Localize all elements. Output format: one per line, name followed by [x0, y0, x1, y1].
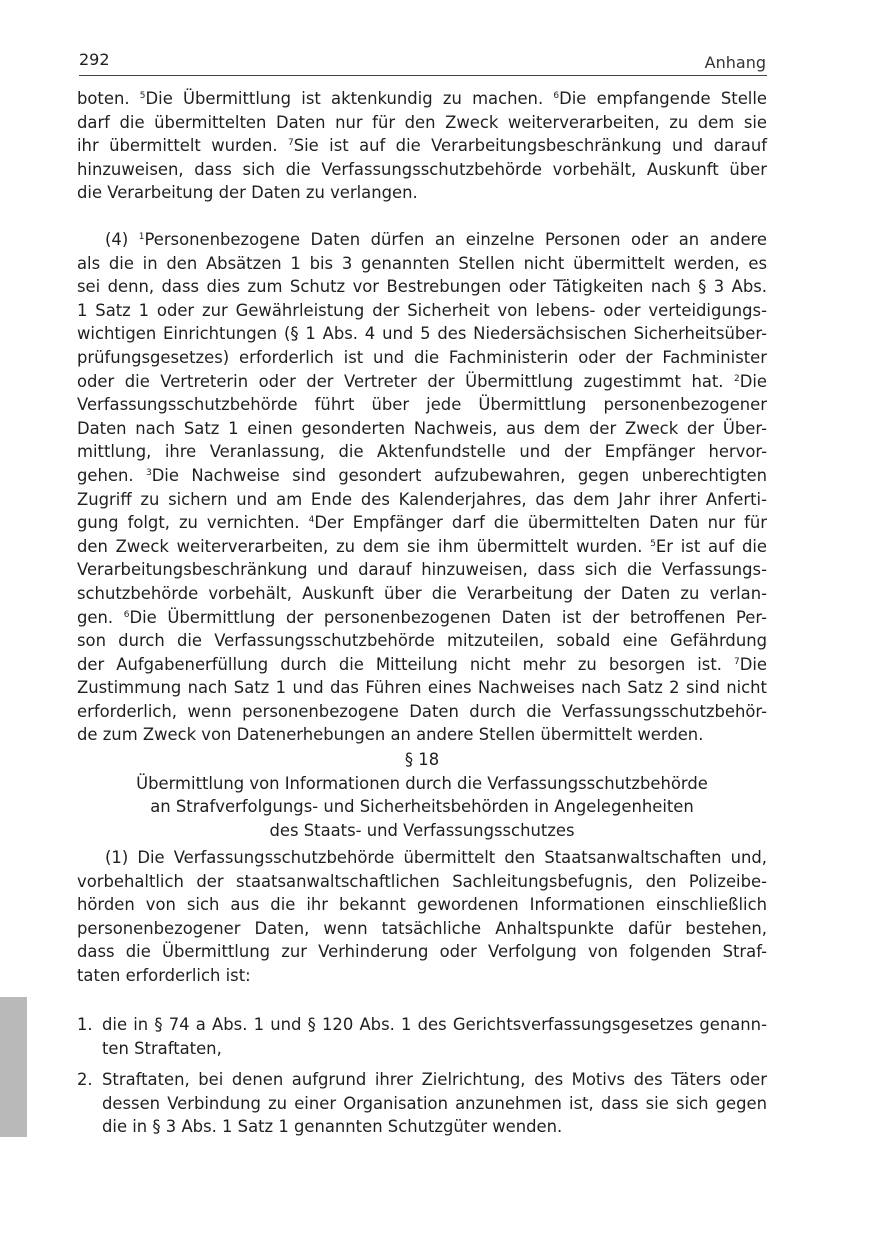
text-line [77, 158, 767, 182]
text-run: gen. [77, 607, 124, 627]
text-line [77, 700, 767, 724]
text-run: taten erforderlich ist: [77, 965, 251, 985]
text-line [77, 440, 767, 464]
text-line [77, 134, 767, 158]
text-line [77, 676, 767, 700]
sentence-number: 5 [139, 91, 146, 101]
text-run: (1) Die Verfassungsschutzbehörde übermittelt den Staatsanwaltschaften und, [105, 848, 767, 867]
text-line [77, 582, 767, 606]
text-line [77, 322, 767, 346]
text-run: (4) [105, 230, 139, 249]
text-run: hinzuweisen, dass sich die Verfassungsschutzbehörde vorbehält, Auskunft über [77, 159, 767, 179]
page-number: 292 [79, 50, 110, 69]
text-run: Zustimmung nach Satz 1 und das Führen eines Nachweises nach Satz 2 sind nicht [77, 678, 767, 698]
sentence-number: 1 [138, 232, 145, 242]
text-line [77, 535, 767, 559]
list-item-number: 1. [77, 1015, 93, 1034]
text-run: dass die Übermittlung zur Verhinderung oder Verfolgung von folgenden Straf- [77, 942, 767, 962]
text-run: sei denn, dass dies zum Schutz vor Bestrebungen oder Tätigkeiten nach § 3 Abs. [77, 277, 767, 297]
text-line [77, 393, 767, 417]
text-run: personenbezogener Daten, wenn tatsächliche Anhaltspunkte dafür bestehen, [77, 918, 767, 938]
text-line [77, 917, 767, 941]
section-18-heading [77, 748, 767, 842]
text-line [77, 181, 767, 205]
list-item-line: Straftaten, bei denen aufgrund ihrer Zielrichtung, des Motivs des Täters oder [102, 1070, 767, 1090]
text-line [77, 299, 767, 323]
text-line [77, 846, 767, 870]
paragraph-continuation [77, 87, 767, 205]
text-line [77, 511, 767, 535]
text-run: oder die Vertreterin oder der Vertreter der Übermittlung zugestimmt hat. [77, 371, 734, 391]
text-run: boten. [77, 89, 140, 108]
text-run: Sie ist auf die Verarbeitungsbeschränkung und darauf [293, 136, 767, 156]
text-run: de zum Zweck von Datenerhebungen an andere Stellen übermittelt werden. [77, 725, 704, 745]
text-run: Die [739, 654, 767, 674]
text-line [77, 723, 767, 747]
text-run: Die [739, 371, 767, 391]
text-line [77, 417, 767, 441]
section-title-line: des Staats- und Verfassungsschutzes [269, 820, 575, 840]
text-run: 1 Satz 1 oder zur Gewährleistung der Sicherheit von lebens- oder verteidigungs- [77, 300, 767, 320]
text-line [77, 893, 767, 917]
text-run: gung folgt, zu vernichten. [77, 513, 309, 533]
text-line [77, 964, 767, 988]
text-run: Die Nachweise sind gesondert aufzubewahren, gegen unberechtigten [151, 465, 767, 485]
running-header-section: Anhang [704, 53, 766, 72]
text-run: darf die übermittelten Daten nur für den Zweck weiterverarbeiten, zu dem sie [77, 112, 767, 132]
sentence-number: 3 [145, 467, 152, 478]
text-run: erforderlich, wenn personenbezogene Daten durch die Verfassungsschutzbehör- [77, 701, 767, 721]
paragraph-4 [77, 228, 767, 747]
text-run: Die Übermittlung der personenbezogenen Daten ist der betroffenen Per- [129, 607, 767, 627]
text-line [77, 558, 767, 582]
text-run: son durch die Verfassungsschutzbehörde mitzuteilen, sobald eine Gefährdung [77, 631, 767, 651]
text-run: Daten nach Satz 1 einen gesonderten Nachweis, aus dem der Zweck der Über- [77, 418, 767, 438]
text-run: die Verarbeitung der Daten zu verlangen. [77, 183, 418, 203]
list-item-line: die in § 3 Abs. 1 Satz 1 genannten Schutzgüter wenden. [102, 1117, 563, 1137]
text-line [77, 370, 767, 394]
text-line [77, 275, 767, 299]
sentence-number: 5 [650, 538, 656, 549]
thumb-index-tab [0, 997, 27, 1137]
text-run: Verarbeitungsbeschränkung und darauf hinzuweisen, dass sich die Verfassungs- [77, 560, 767, 580]
list-item [77, 1068, 767, 1139]
list-item-line: dessen Verbindung zu einer Organisation anzunehmen ist, dass sie sich gegen [102, 1093, 767, 1113]
text-line [77, 87, 767, 111]
text-line [77, 252, 767, 276]
text-run: vorbehaltlich der staatsanwaltschaftlichen Sachleitungsbefugnis, den Polizeibe- [77, 871, 767, 891]
text-run: ihr übermittelt wurden. [77, 136, 288, 156]
text-run: schutzbehörde vorbehält, Auskunft über die Verarbeitung der Daten zu verlan- [77, 583, 767, 603]
text-line [77, 346, 767, 370]
text-run: Die Übermittlung ist aktenkundig zu machen. [145, 89, 554, 108]
list-item-line: die in § 74 a Abs. 1 und § 120 Abs. 1 des Gerichtsverfassungsgesetzes genann- [102, 1015, 767, 1034]
offence-list [77, 1013, 767, 1147]
text-run: prüfungsgesetzes) erforderlich ist und die Fachministerin oder der Fachminister [77, 347, 767, 367]
text-run: gehen. [77, 465, 146, 485]
text-line [77, 111, 767, 135]
text-line [77, 629, 767, 653]
text-line [77, 606, 767, 630]
sentence-number: 2 [734, 373, 740, 384]
list-item [77, 1013, 767, 1060]
section-title-line: Übermittlung von Informationen durch die Verfassungsschutzbehörde [136, 773, 708, 793]
text-run: mittlung, ihre Veranlassung, die Aktenfundstelle und der Empfänger hervor- [77, 442, 767, 462]
list-item-line: ten Straftaten, [102, 1038, 222, 1058]
text-run: der Aufgabenerfüllung durch die Mitteilung nicht mehr zu besorgen ist. [77, 654, 734, 674]
sentence-number: 6 [553, 91, 560, 101]
list-item-number: 2. [77, 1070, 93, 1090]
sentence-number: 7 [287, 138, 294, 149]
text-run: Die empfangende Stelle [559, 89, 767, 108]
text-run: den Zweck weiterverarbeiten, zu dem sie ihm übermittelt wurden. [77, 536, 651, 556]
sentence-number: 4 [308, 515, 315, 526]
paragraph-18-1 [77, 846, 767, 988]
text-line [77, 940, 767, 964]
sentence-number: 7 [734, 656, 740, 667]
text-line [77, 464, 767, 488]
text-run: Zugriff zu sichern und am Ende des Kalenderjahres, das dem Jahr ihrer Anferti- [77, 489, 767, 509]
text-run: als die in den Absätzen 1 bis 3 genannten Stellen nicht übermittelt werden, es [77, 253, 767, 273]
text-run: hörden von sich aus die ihr bekannt gewordenen Informationen einschließlich [77, 895, 767, 915]
text-run: Verfassungsschutzbehörde führt über jede Übermittlung personenbezogener [77, 395, 767, 415]
text-run: Personenbezogene Daten dürfen an einzelne Personen oder an andere [144, 230, 767, 249]
text-run: Der Empfänger darf die übermittelten Daten nur für [314, 513, 767, 533]
sentence-number: 6 [123, 609, 130, 620]
section-number: § 18 [404, 750, 440, 769]
text-run: Er ist auf die [655, 536, 767, 556]
text-line [77, 488, 767, 512]
text-line [77, 870, 767, 894]
section-title-line: an Strafverfolgungs- und Sicherheitsbehörden in Angelegenheiten [150, 797, 694, 817]
text-run: wichtigen Einrichtungen (§ 1 Abs. 4 und 5 des Niedersächsischen Sicherheitsüber- [77, 324, 767, 344]
header-rule [79, 75, 767, 76]
text-line [77, 653, 767, 677]
text-line [77, 228, 767, 252]
